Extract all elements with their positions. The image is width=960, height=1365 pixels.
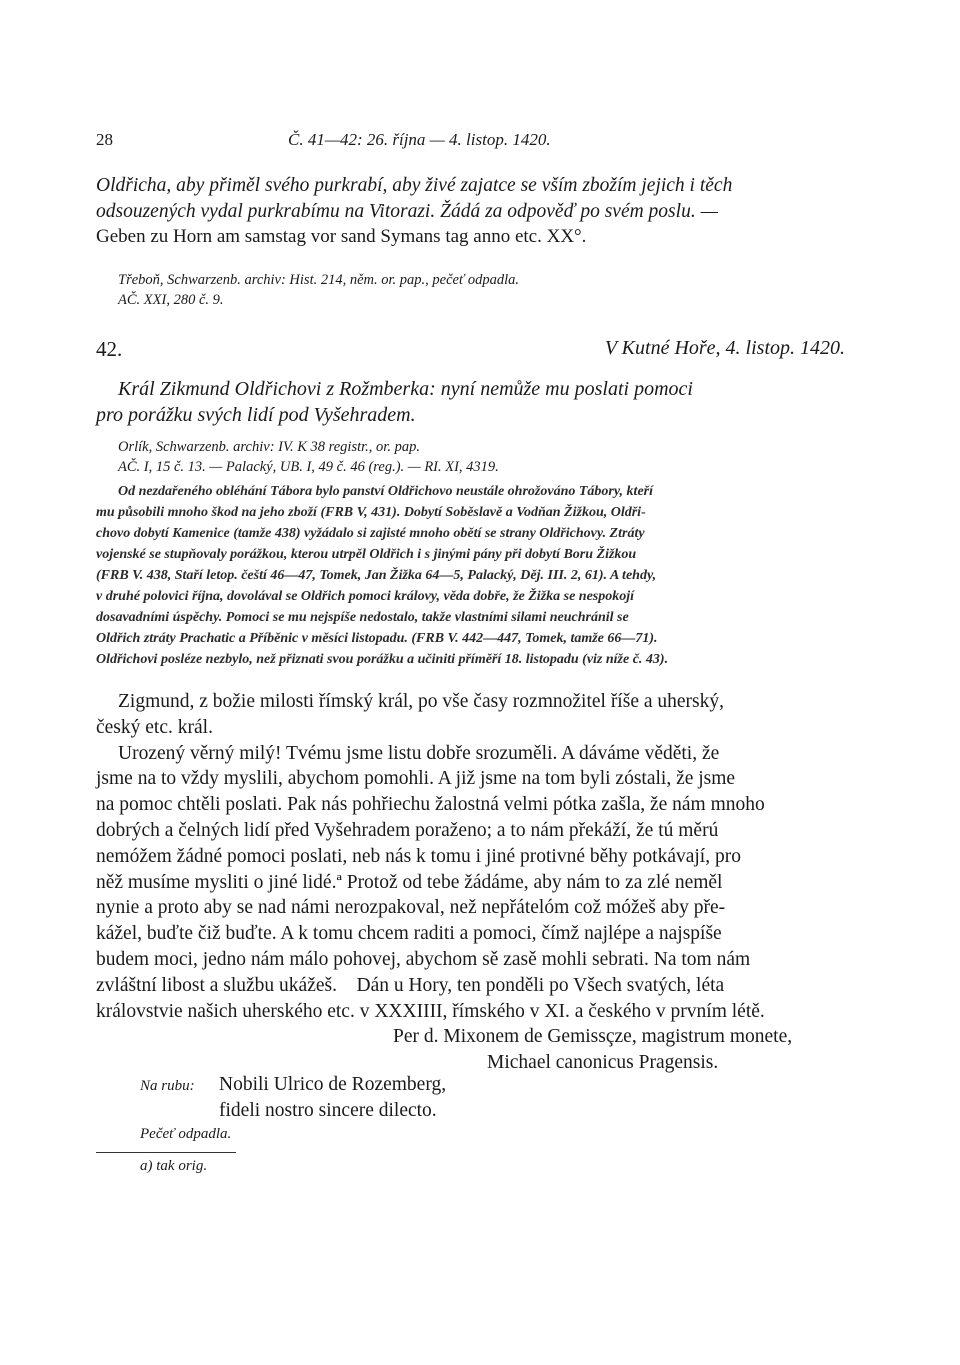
text-line: jsme na to vždy myslili, abychom pomohli. A již jsme na tom byli zóstali, že jsme bbox=[96, 768, 736, 790]
regest-line: Král Zikmund Oldřichovi z Rožmberka: nyní nemůže mu poslati pomoci bbox=[118, 378, 693, 400]
text-line: zvláštní libost a službu ukážeš. Dán u Hory, ten ponděli po Všech svatých, léta bbox=[96, 974, 725, 996]
page-number: 28 bbox=[96, 130, 113, 149]
note-line: Oldřich ztráty Prachatic a Příběnic v měsíci listopadu. (FRB V. 442—447, Tomek, tamže 66—71). bbox=[96, 631, 658, 646]
note-line: mu působili mnoho škod na jeho zboží (FRB V, 431). Dobytí Soběslavě a Vodňan Žižkou, Oldři- bbox=[96, 505, 646, 520]
note-line: v druhé polovici října, dovolával se Oldřich pomoci královy, věda dobře, že Žižka se nespokojí bbox=[96, 589, 635, 604]
document-place-date: V Kutné Hoře, 4. listop. 1420. bbox=[604, 337, 845, 359]
source-line: Třeboň, Schwarzenb. archiv: Hist. 214, něm. or. pap., pečeť odpadla. bbox=[118, 272, 520, 288]
note-line: dosavadními úspěchy. Pomoci se mu nejspíše nedostalo, takže vlastními silami neuchránil se bbox=[96, 610, 629, 625]
document-regest bbox=[96, 376, 838, 428]
address-line: Nobili Ulrico de Rozemberg, bbox=[219, 1074, 447, 1095]
regest-line: pro porážku svých lidí pod Vyšehradem. bbox=[96, 404, 416, 426]
text-line: Urozený věrný milý! Tvému jsme listu dobře srozuměli. A dáváme věděti, že bbox=[118, 742, 720, 764]
document-number: 42. bbox=[96, 337, 123, 361]
text-line: budem moci, jedno nám málo pohovej, abychom sě zasě mohli sebrati. Na tom nám bbox=[96, 948, 751, 970]
letter-text bbox=[96, 689, 838, 1024]
text-line: český etc. král. bbox=[96, 716, 213, 738]
source-line: AČ. I, 15 č. 13. — Palacký, UB. I, 49 č. 46 (reg.). — RI. XI, 4319. bbox=[118, 459, 499, 475]
text-line: něž musíme mysliti o jiné lidé.ª Protož od tebe žádáme, aby nám to za zlé neměl bbox=[96, 871, 723, 893]
note-line: Oldřichovi posléze nezbylo, než přiznati svou porážku a učiniti příměří 18. listopadu (viz níže č. 43). bbox=[96, 652, 669, 667]
note-line: (FRB V. 438, Staří letop. čeští 46—47, Tomek, Jan Žižka 64—5, Palacký, Děj. III. 2, 61). A tehdy, bbox=[96, 568, 657, 583]
previous-sources bbox=[118, 270, 519, 310]
note-line: vojenské se stupňovaly porážkou, kterou utrpěl Oldřich i s jinými pány při dobytí Boru Žižkou bbox=[96, 547, 637, 562]
text-line: dobrých a čelných lidí před Vyšehradem poraženo; a to nám překáží, že tú měrú bbox=[96, 819, 719, 841]
dating-line: Geben zu Horn am samstag vor sand Symans tag anno etc. XX°. bbox=[96, 226, 587, 247]
note-line: Od nezdařeného obléhání Tábora bylo panství Oldřichovo neustále ohrožováno Tábory, kteří bbox=[118, 484, 654, 499]
previous-regest bbox=[96, 173, 836, 224]
text-line: nemóžem žádné pomoci poslati, neb nás k tomu i jiné protivné běhy potkávají, pro bbox=[96, 845, 741, 867]
source-line: AČ. XXI, 280 č. 9. bbox=[118, 292, 224, 308]
regest-line: Oldřicha, aby přiměl svého purkrabí, aby živé zajatce se vším zbožím jejich i těch bbox=[96, 175, 733, 196]
signature-line: Per d. Mixonem de Gemissçze, magistrum monete, bbox=[393, 1026, 793, 1047]
note-line: chovo dobytí Kamenice (tamže 438) vyžádalo si zajisté mnoho obětí se strany Oldřichovy. Ztráty bbox=[96, 526, 645, 541]
source-line: Orlík, Schwarzenb. archiv: IV. K 38 registr., or. pap. bbox=[118, 439, 420, 455]
regest-line: odsouzených vydal purkrabímu na Vitorazi. Žádá za odpověď po svém poslu. — bbox=[96, 200, 718, 222]
text-line: kážel, buďte čiž buďte. A k tomu chcem raditi a pomoci, čímž najlépe a najspíše bbox=[96, 923, 722, 945]
address-line: fideli nostro sincere dilecto. bbox=[219, 1100, 437, 1121]
footnote-divider bbox=[96, 1152, 236, 1153]
signature-line: Michael canonicus Pragensis. bbox=[487, 1052, 719, 1073]
running-title: Č. 41—42: 26. října — 4. listop. 1420. bbox=[288, 130, 551, 149]
seal-note: Pečeť odpadla. bbox=[140, 1126, 232, 1142]
text-line: nynie a proto aby se nad námi nerozpakoval, než nepřátelóm což móžeš aby pře- bbox=[96, 897, 726, 919]
text-line: královstvie našich uherského etc. v XXXIIII, římského v XI. a českého v prvním létě. bbox=[96, 1000, 765, 1022]
document-sources bbox=[118, 437, 499, 477]
editorial-note bbox=[96, 481, 838, 670]
footnote: a) tak orig. bbox=[140, 1158, 208, 1174]
text-line: na pomoc chtěli poslati. Pak nás pohřiechu žalostná velmi pótka zašla, že nám mnoho bbox=[96, 794, 765, 816]
verso-label: Na rubu: bbox=[140, 1078, 195, 1094]
text-line: Zigmund, z božie milosti římský král, po vše časy rozmnožitel říše a uherský, bbox=[118, 691, 724, 712]
